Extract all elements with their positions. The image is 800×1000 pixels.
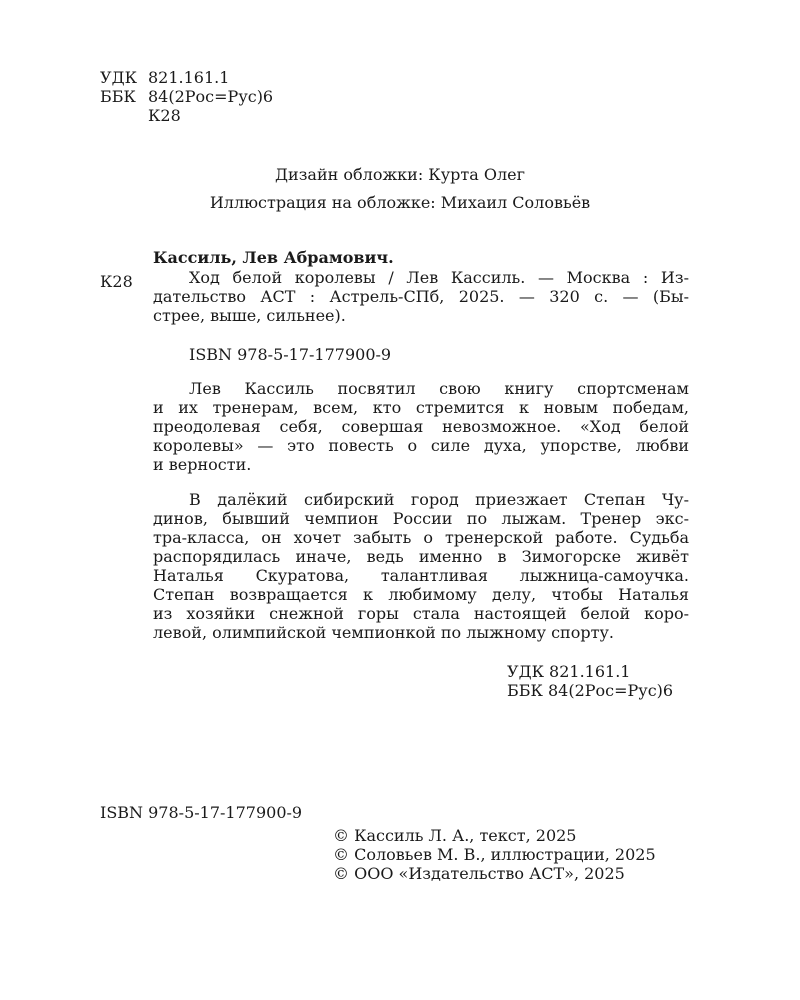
copyright-line: © ООО «Издательство АСТ», 2025 xyxy=(333,864,625,883)
bib-line: дательство АСТ : Астрель-СПб, 2025. — 320 с. — (Бы- xyxy=(153,287,689,306)
bib-description xyxy=(153,268,689,325)
bbk-label: ББК xyxy=(100,87,136,106)
bbk-value: 84(2Рос=Рус)6 xyxy=(148,87,274,106)
annotation-line: Степан возвращается к любимому делу, чтобы Наталья xyxy=(153,585,689,604)
annotation-line: В далёкий сибирский город приезжает Степан Чу- xyxy=(189,490,689,509)
bottom-classification-codes xyxy=(507,662,673,700)
author-mark-row xyxy=(100,106,273,125)
annotation-paragraph-2 xyxy=(153,490,689,642)
bottom-bbk: ББК 84(2Рос=Рус)6 xyxy=(507,681,674,700)
annotation-line: королевы» — это повесть о силе духа, упорстве, любви xyxy=(153,436,689,455)
isbn-footer: ISBN 978-5-17-177900-9 xyxy=(100,803,303,822)
annotation-line: динов, бывший чемпион России по лыжам. Тренер экс- xyxy=(153,509,689,528)
annotation-line: и их тренерам, всем, кто стремится к новым победам, xyxy=(153,398,689,417)
annotation-paragraph-1 xyxy=(153,379,689,474)
annotation-line: из хозяйки снежной горы стала настоящей белой коро- xyxy=(153,604,689,623)
bib-line: Ход белой королевы / Лев Кассиль. — Москва : Из- xyxy=(189,268,689,287)
copyright-line: © Соловьев М. В., иллюстрации, 2025 xyxy=(333,845,656,864)
annotation-line: распорядилась иначе, ведь именно в Зимогорске живёт xyxy=(153,547,689,566)
bib-author: Кассиль, Лев Абрамович. xyxy=(153,248,394,267)
bbk-row xyxy=(100,87,273,106)
annotation-line: и верности. xyxy=(153,455,252,474)
bib-line: стрее, выше, сильнее). xyxy=(153,306,346,325)
udk-row xyxy=(100,68,273,87)
cover-illustration-credit: Иллюстрация на обложке: Михаил Соловьёв xyxy=(209,193,591,212)
udk-value: 821.161.1 xyxy=(148,68,230,87)
bottom-udk: УДК 821.161.1 xyxy=(507,662,631,681)
author-mark-top: К28 xyxy=(148,106,181,125)
bib-isbn: ISBN 978-5-17-177900-9 xyxy=(189,345,392,364)
annotation-line: тра-класса, он хочет забыть о тренерской работе. Судьба xyxy=(153,528,689,547)
annotation-line: преодолевая себя, совершая невозможное. «Ход белой xyxy=(153,417,689,436)
top-classification-codes xyxy=(100,68,273,125)
copyright-line: © Кассиль Л. А., текст, 2025 xyxy=(333,826,577,845)
annotation-line: левой, олимпийской чемпионкой по лыжному спорту. xyxy=(153,623,614,642)
bib-author-mark: К28 xyxy=(100,272,133,291)
annotation-line: Наталья Скуратова, талантливая лыжница-самоучка. xyxy=(153,566,689,585)
annotation-line: Лев Кассиль посвятил свою книгу спортсменам xyxy=(189,379,689,398)
udk-label: УДК xyxy=(100,68,137,87)
copyright-block xyxy=(333,826,656,883)
cover-design-credit: Дизайн обложки: Курта Олег xyxy=(275,165,525,184)
